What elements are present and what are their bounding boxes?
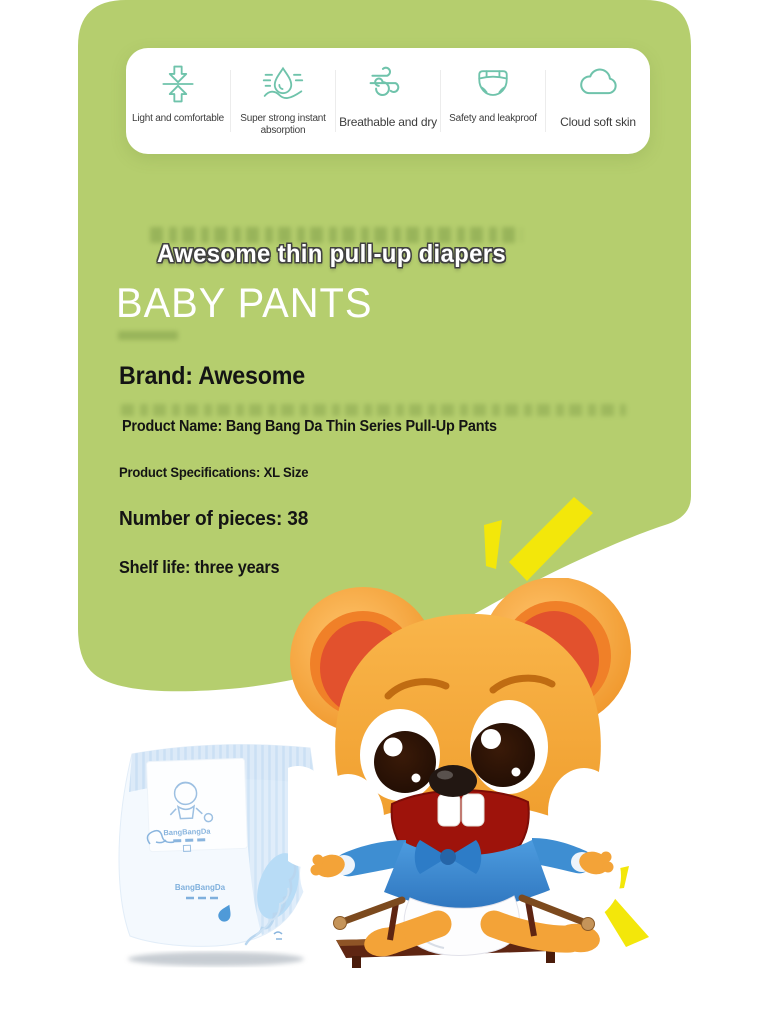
feature-label: Super strong instant absorption	[240, 113, 326, 137]
spec-product-name: Product Name: Bang Bang Da Thin Series Pull-Up Pants	[122, 418, 497, 435]
spec-specifications: Product Specifications: XL Size	[119, 464, 309, 480]
feature-label: Safety and leakproof	[449, 113, 537, 124]
front-panel	[146, 758, 247, 852]
hero-title: BABY PANTS	[116, 279, 373, 326]
print-brand-text-2: BangBangDa	[174, 883, 226, 892]
diaper-icon	[471, 62, 515, 106]
spec-brand: Brand: Awesome	[119, 362, 306, 390]
spec-shelf-life: Shelf life: three years	[119, 557, 280, 577]
compress-arrows-icon	[156, 62, 200, 106]
hero-tagline: Awesome thin pull-up diapers	[157, 240, 507, 268]
feature-absorption	[231, 48, 335, 154]
print-cjk-marks	[173, 840, 205, 841]
print-brand-text: BangBangDa	[163, 826, 211, 838]
mouse-nose	[429, 765, 477, 797]
feature-leakproof	[441, 48, 545, 154]
absorption-drop-icon	[261, 62, 305, 106]
feature-breathable	[336, 48, 440, 154]
ghost-text-artifact	[118, 331, 178, 340]
product-shadow	[128, 952, 304, 966]
mascot-mouse-illustration	[288, 578, 650, 974]
wind-icon	[366, 62, 410, 106]
feature-light-comfortable	[126, 48, 230, 154]
feature-cloud-soft	[546, 48, 650, 154]
feature-label: Light and comfortable	[132, 113, 224, 124]
cloud-icon	[576, 62, 620, 106]
feature-card	[126, 48, 650, 154]
spec-pieces: Number of pieces: 38	[119, 507, 309, 530]
feature-label: Cloud soft skin	[560, 115, 636, 129]
ghost-text-artifact	[121, 404, 626, 416]
feature-label: Breathable and dry	[339, 115, 437, 129]
